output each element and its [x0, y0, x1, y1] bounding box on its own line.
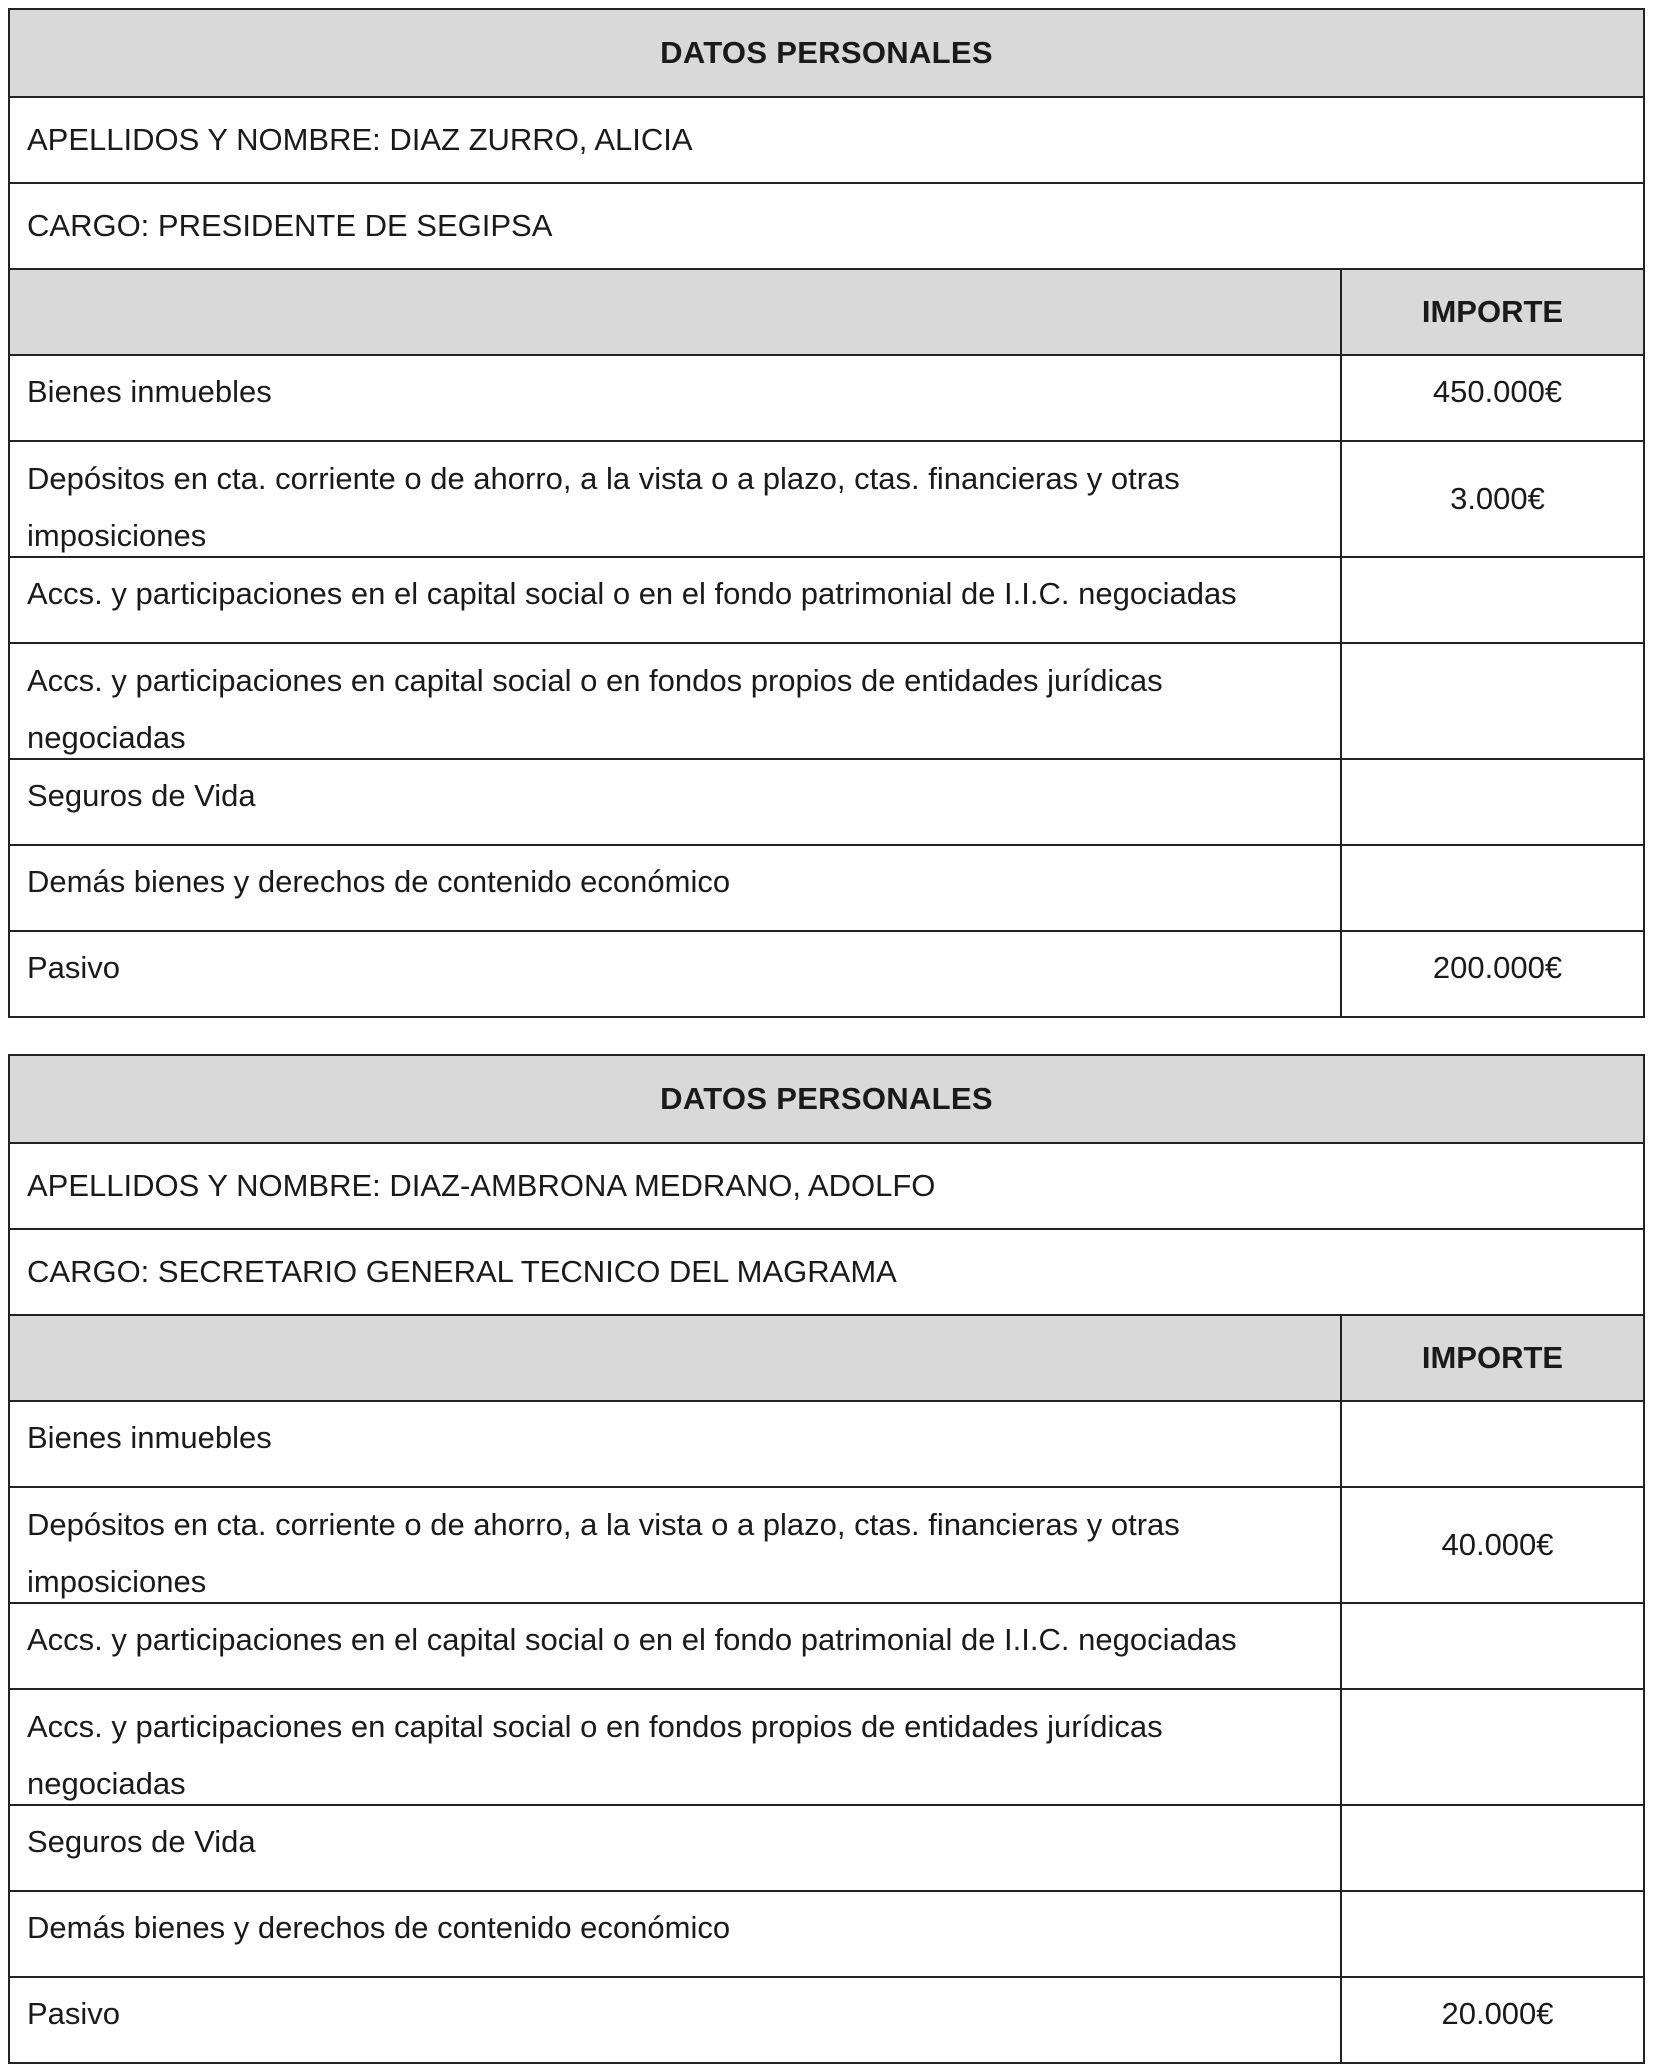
table-row — [10, 354, 1643, 440]
row-amount: 40.000€ — [1441, 1527, 1554, 1562]
table-row — [10, 1400, 1643, 1486]
row-label-line: imposiciones — [27, 518, 207, 553]
table-row — [10, 1688, 1643, 1804]
row-label: Accs. y participaciones en el capital social o en el fondo patrimonial de I.I.C. negociadas — [10, 558, 1342, 642]
position-text: CARGO: PRESIDENTE DE SEGIPSA — [27, 208, 553, 243]
row-amount — [1342, 1402, 1643, 1486]
row-amount: 450.000€ — [1432, 374, 1563, 409]
row-label-line: negociadas — [27, 720, 186, 755]
row-label-line: Accs. y participaciones en capital social o en fondos propios de entidades jurídicas — [27, 663, 1163, 698]
section-title: DATOS PERSONALES — [660, 35, 993, 70]
column-header-row — [10, 1314, 1643, 1400]
name-row — [10, 96, 1643, 182]
name-text: APELLIDOS Y NOMBRE: DIAZ-AMBRONA MEDRANO, ADOLFO — [27, 1168, 936, 1203]
table-row — [10, 556, 1643, 642]
table-row — [10, 1602, 1643, 1688]
row-label — [10, 1488, 1342, 1602]
column-header-amount: IMPORTE — [1421, 1340, 1564, 1375]
row-amount — [1342, 760, 1643, 844]
asset-declaration-table — [8, 8, 1645, 1018]
position-text: CARGO: SECRETARIO GENERAL TECNICO DEL MAGRAMA — [27, 1254, 897, 1289]
row-label: Bienes inmuebles — [10, 356, 1342, 440]
position-row — [10, 182, 1643, 268]
section-header — [10, 1056, 1643, 1142]
row-label-line: negociadas — [27, 1766, 186, 1801]
row-label: Demás bienes y derechos de contenido económico — [10, 1892, 1342, 1976]
column-header-blank — [10, 1316, 1342, 1400]
position-row — [10, 1228, 1643, 1314]
table-row — [10, 1486, 1643, 1602]
column-header-row — [10, 268, 1643, 354]
table-row — [10, 440, 1643, 556]
row-label-line: Depósitos en cta. corriente o de ahorro, a la vista o a plazo, ctas. financieras y otras — [27, 461, 1180, 496]
row-label-line: Accs. y participaciones en capital social o en fondos propios de entidades jurídicas — [27, 1709, 1163, 1744]
section-title: DATOS PERSONALES — [660, 1081, 993, 1116]
table-row — [10, 642, 1643, 758]
row-label: Accs. y participaciones en el capital social o en el fondo patrimonial de I.I.C. negociadas — [10, 1604, 1342, 1688]
row-amount — [1342, 1892, 1643, 1976]
row-label: Pasivo — [10, 932, 1342, 1016]
row-label: Bienes inmuebles — [10, 1402, 1342, 1486]
row-amount: 200.000€ — [1432, 950, 1563, 985]
row-amount — [1342, 1806, 1643, 1890]
column-header-blank — [10, 270, 1342, 354]
row-label: Pasivo — [10, 1978, 1342, 2062]
row-label: Demás bienes y derechos de contenido económico — [10, 846, 1342, 930]
row-label: Seguros de Vida — [10, 1806, 1342, 1890]
row-amount — [1342, 1690, 1643, 1804]
table-row — [10, 1976, 1643, 2062]
table-row — [10, 758, 1643, 844]
row-amount — [1342, 846, 1643, 930]
table-row — [10, 1804, 1643, 1890]
name-text: APELLIDOS Y NOMBRE: DIAZ ZURRO, ALICIA — [27, 122, 693, 157]
row-amount — [1342, 644, 1643, 758]
row-label — [10, 644, 1342, 758]
row-amount: 20.000€ — [1441, 1996, 1554, 2031]
row-amount: 3.000€ — [1450, 481, 1545, 516]
table-row — [10, 844, 1643, 930]
row-amount — [1342, 1604, 1643, 1688]
table-row — [10, 1890, 1643, 1976]
row-amount — [1342, 558, 1643, 642]
asset-declaration-table — [8, 1054, 1645, 2064]
row-label-line: imposiciones — [27, 1564, 207, 1599]
row-label — [10, 442, 1342, 556]
row-label — [10, 1690, 1342, 1804]
column-header-amount: IMPORTE — [1421, 294, 1564, 329]
table-row — [10, 930, 1643, 1016]
section-header — [10, 10, 1643, 96]
row-label-line: Depósitos en cta. corriente o de ahorro, a la vista o a plazo, ctas. financieras y otras — [27, 1507, 1180, 1542]
name-row — [10, 1142, 1643, 1228]
row-label: Seguros de Vida — [10, 760, 1342, 844]
